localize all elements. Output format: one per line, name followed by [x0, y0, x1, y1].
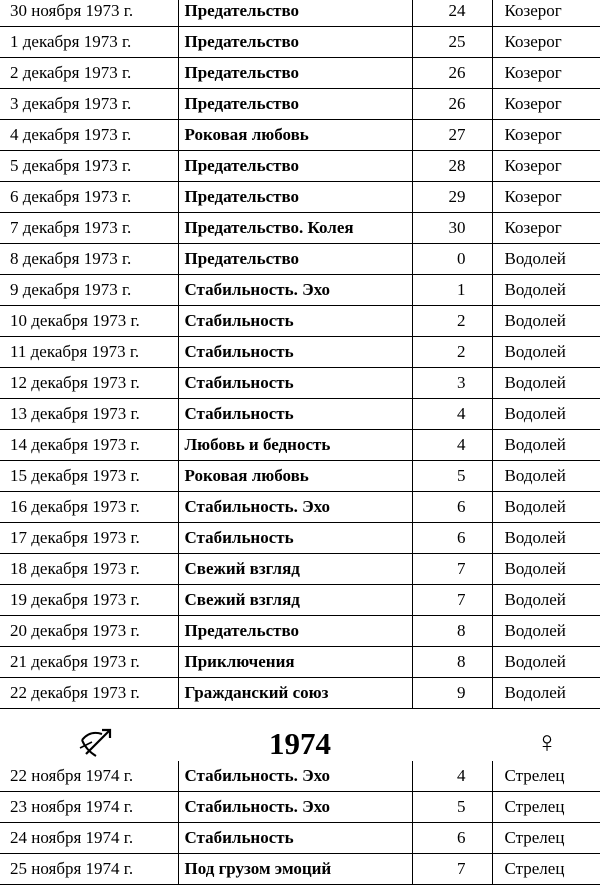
- title-cell: Предательство: [178, 182, 412, 213]
- table-row: [0, 554, 600, 585]
- number-cell: 24: [412, 0, 492, 27]
- date-cell: 3 декабря 1973 г.: [0, 89, 178, 120]
- venus-symbol-icon: ♀: [535, 726, 559, 759]
- date-cell: 22 ноября 1974 г.: [0, 761, 178, 792]
- number-cell: 26: [412, 89, 492, 120]
- table-row: [0, 120, 600, 151]
- zodiac-sign-cell: Водолей: [492, 430, 600, 461]
- zodiac-sign-cell: Водолей: [492, 337, 600, 368]
- number-cell: 25: [412, 27, 492, 58]
- date-cell: 6 декабря 1973 г.: [0, 182, 178, 213]
- year-header: [0, 724, 600, 760]
- number-cell: 6: [412, 523, 492, 554]
- zodiac-sign-cell: Козерог: [492, 27, 600, 58]
- date-cell: 30 ноября 1973 г.: [0, 0, 178, 27]
- zodiac-sign-cell: Козерог: [492, 151, 600, 182]
- title-cell: Предательство: [178, 151, 412, 182]
- title-cell: Предательство: [178, 58, 412, 89]
- date-cell: 20 декабря 1973 г.: [0, 616, 178, 647]
- table-row: [0, 244, 600, 275]
- title-cell: Приключения: [178, 647, 412, 678]
- number-cell: 6: [412, 823, 492, 854]
- title-cell: Предательство: [178, 89, 412, 120]
- number-cell: 27: [412, 120, 492, 151]
- zodiac-sign-cell: Водолей: [492, 554, 600, 585]
- zodiac-sign-cell: Козерог: [492, 182, 600, 213]
- zodiac-sign-cell: Стрелец: [492, 761, 600, 792]
- table-row: [0, 306, 600, 337]
- title-cell: Любовь и бедность: [178, 430, 412, 461]
- number-cell: 26: [412, 58, 492, 89]
- date-cell: 13 декабря 1973 г.: [0, 399, 178, 430]
- zodiac-sign-cell: Стрелец: [492, 854, 600, 885]
- zodiac-sign-cell: Водолей: [492, 368, 600, 399]
- title-cell: Стабильность: [178, 399, 412, 430]
- number-cell: 7: [412, 585, 492, 616]
- number-cell: 0: [412, 244, 492, 275]
- table-row: [0, 368, 600, 399]
- title-cell: Свежий взгляд: [178, 585, 412, 616]
- number-cell: 28: [412, 151, 492, 182]
- number-cell: 4: [412, 430, 492, 461]
- zodiac-sign-cell: Водолей: [492, 678, 600, 709]
- table-row: [0, 854, 600, 885]
- table-row: [0, 58, 600, 89]
- zodiac-sign-cell: Козерог: [492, 89, 600, 120]
- table-1974: [0, 761, 600, 885]
- title-cell: Стабильность: [178, 368, 412, 399]
- year-title: 1974: [269, 726, 331, 761]
- table-row: [0, 647, 600, 678]
- number-cell: 2: [412, 306, 492, 337]
- table-row: [0, 678, 600, 709]
- date-cell: 25 ноября 1974 г.: [0, 854, 178, 885]
- title-cell: Стабильность. Эхо: [178, 761, 412, 792]
- title-cell: Предательство: [178, 0, 412, 27]
- zodiac-sign-cell: Козерог: [492, 0, 600, 27]
- zodiac-sign-cell: Водолей: [492, 244, 600, 275]
- title-cell: Предательство: [178, 27, 412, 58]
- table-row: [0, 823, 600, 854]
- date-cell: 15 декабря 1973 г.: [0, 461, 178, 492]
- table-row: [0, 213, 600, 244]
- title-cell: Стабильность. Эхо: [178, 275, 412, 306]
- title-cell: Свежий взгляд: [178, 554, 412, 585]
- zodiac-sign-cell: Водолей: [492, 585, 600, 616]
- date-cell: 7 декабря 1973 г.: [0, 213, 178, 244]
- title-cell: Стабильность. Эхо: [178, 792, 412, 823]
- number-cell: 8: [412, 616, 492, 647]
- number-cell: 8: [412, 647, 492, 678]
- table-row: [0, 182, 600, 213]
- date-cell: 18 декабря 1973 г.: [0, 554, 178, 585]
- table-row: [0, 523, 600, 554]
- date-cell: 9 декабря 1973 г.: [0, 275, 178, 306]
- date-cell: 24 ноября 1974 г.: [0, 823, 178, 854]
- table-1974-body: [0, 761, 600, 885]
- zodiac-sign-cell: Козерог: [492, 120, 600, 151]
- date-cell: 23 ноября 1974 г.: [0, 792, 178, 823]
- table-row: [0, 0, 600, 27]
- date-cell: 8 декабря 1973 г.: [0, 244, 178, 275]
- table-row: [0, 616, 600, 647]
- number-cell: 7: [412, 554, 492, 585]
- date-cell: 2 декабря 1973 г.: [0, 58, 178, 89]
- title-cell: Предательство: [178, 616, 412, 647]
- number-cell: 4: [412, 399, 492, 430]
- title-cell: Гражданский союз: [178, 678, 412, 709]
- date-cell: 16 декабря 1973 г.: [0, 492, 178, 523]
- table-row: [0, 761, 600, 792]
- date-cell: 12 декабря 1973 г.: [0, 368, 178, 399]
- table-row: [0, 585, 600, 616]
- date-cell: 10 декабря 1973 г.: [0, 306, 178, 337]
- number-cell: 5: [412, 461, 492, 492]
- zodiac-sign-cell: Стрелец: [492, 792, 600, 823]
- title-cell: Под грузом эмоций: [178, 854, 412, 885]
- table-row: [0, 492, 600, 523]
- zodiac-sign-cell: Водолей: [492, 275, 600, 306]
- number-cell: 9: [412, 678, 492, 709]
- zodiac-sign-cell: Водолей: [492, 399, 600, 430]
- zodiac-sign-cell: Водолей: [492, 523, 600, 554]
- title-cell: Стабильность. Эхо: [178, 492, 412, 523]
- number-cell: 3: [412, 368, 492, 399]
- title-cell: Предательство: [178, 244, 412, 275]
- number-cell: 4: [412, 761, 492, 792]
- zodiac-sign-cell: Водолей: [492, 306, 600, 337]
- title-cell: Стабильность: [178, 823, 412, 854]
- title-cell: Роковая любовь: [178, 461, 412, 492]
- date-cell: 5 декабря 1973 г.: [0, 151, 178, 182]
- table-row: [0, 89, 600, 120]
- date-cell: 4 декабря 1973 г.: [0, 120, 178, 151]
- date-cell: 22 декабря 1973 г.: [0, 678, 178, 709]
- date-cell: 21 декабря 1973 г.: [0, 647, 178, 678]
- title-cell: Стабильность: [178, 306, 412, 337]
- table-row: [0, 792, 600, 823]
- title-cell: Роковая любовь: [178, 120, 412, 151]
- zodiac-sign-cell: Водолей: [492, 492, 600, 523]
- zodiac-sign-cell: Водолей: [492, 461, 600, 492]
- number-cell: 30: [412, 213, 492, 244]
- number-cell: 29: [412, 182, 492, 213]
- title-cell: Стабильность: [178, 337, 412, 368]
- title-cell: Предательство. Колея: [178, 213, 412, 244]
- number-cell: 2: [412, 337, 492, 368]
- title-cell: Стабильность: [178, 523, 412, 554]
- date-cell: 11 декабря 1973 г.: [0, 337, 178, 368]
- table-row: [0, 27, 600, 58]
- table-row: [0, 430, 600, 461]
- number-cell: 7: [412, 854, 492, 885]
- table-row: [0, 275, 600, 306]
- table-row: [0, 151, 600, 182]
- zodiac-sign-cell: Козерог: [492, 213, 600, 244]
- table-row: [0, 399, 600, 430]
- number-cell: 1: [412, 275, 492, 306]
- zodiac-sign-cell: Козерог: [492, 58, 600, 89]
- zodiac-sign-cell: Водолей: [492, 616, 600, 647]
- zodiac-sign-cell: Стрелец: [492, 823, 600, 854]
- date-cell: 17 декабря 1973 г.: [0, 523, 178, 554]
- zodiac-sign-cell: Водолей: [492, 647, 600, 678]
- date-cell: 1 декабря 1973 г.: [0, 27, 178, 58]
- date-cell: 19 декабря 1973 г.: [0, 585, 178, 616]
- number-cell: 6: [412, 492, 492, 523]
- number-cell: 5: [412, 792, 492, 823]
- date-cell: 14 декабря 1973 г.: [0, 430, 178, 461]
- table-row: [0, 337, 600, 368]
- table-row: [0, 461, 600, 492]
